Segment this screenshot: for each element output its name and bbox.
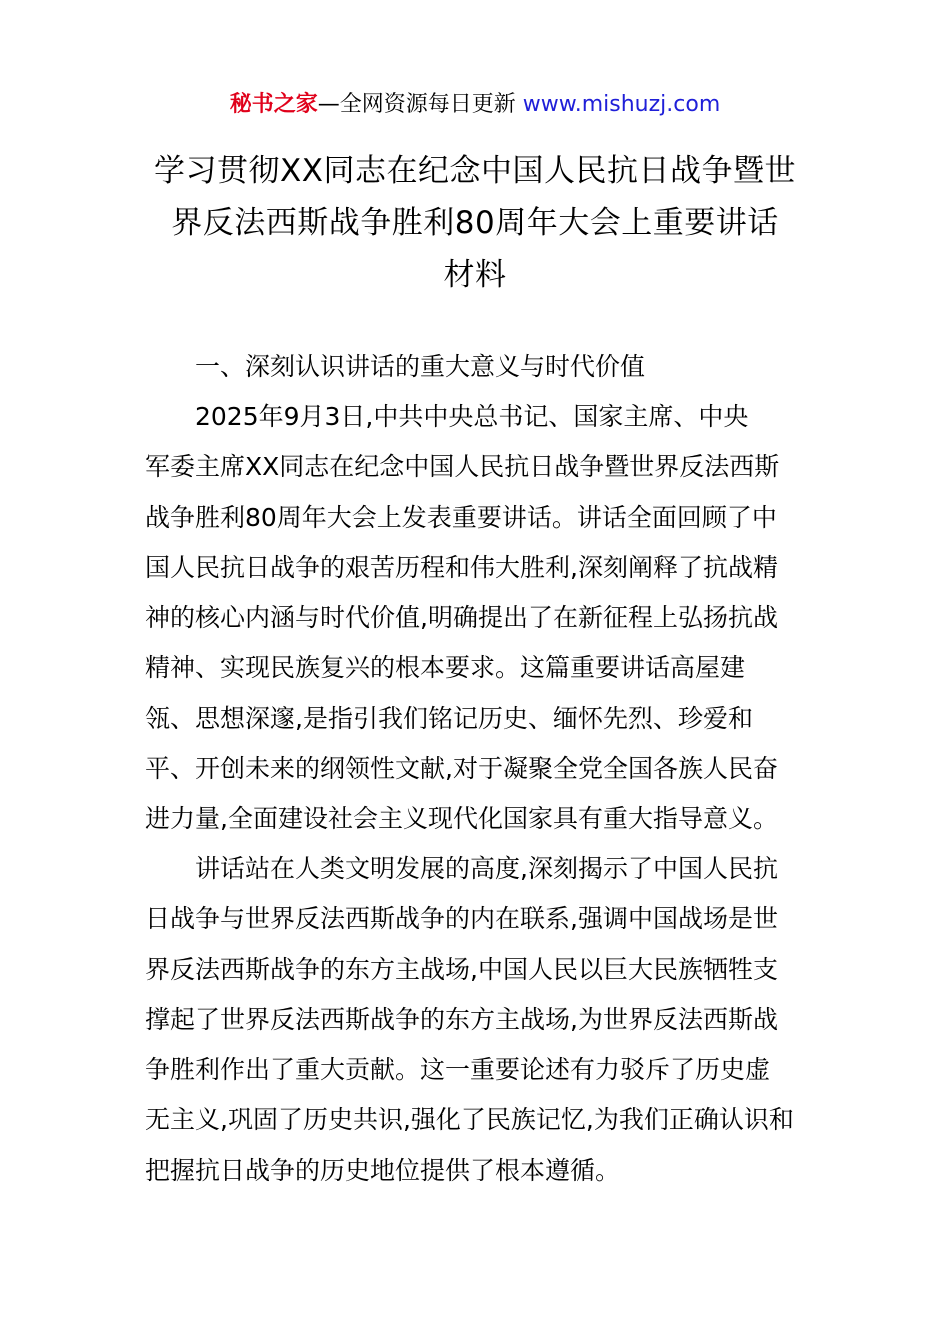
paragraph-line: 撑起了世界反法西斯战争的东方主战场,为世界反法西斯战 bbox=[145, 1004, 778, 1034]
paragraph-line: 战争胜利80周年大会上发表重要讲话。讲话全面回顾了中 bbox=[145, 502, 777, 532]
header-tagline: —全网资源每日更新 bbox=[317, 92, 523, 117]
paragraph-1 bbox=[145, 392, 810, 845]
paragraph-line: 争胜利作出了重大贡献。这一重要论述有力驳斥了历史虚 bbox=[145, 1055, 771, 1085]
paragraph-line: 界反法西斯战争的东方主战场,中国人民以巨大民族牺牲支 bbox=[145, 954, 778, 984]
paragraph-line: 2025年9月3日,中共中央总书记、国家主席、中央 bbox=[195, 402, 749, 431]
paragraph-line: 日战争与世界反法西斯战争的内在联系,强调中国战场是世 bbox=[145, 904, 778, 934]
section-heading-text: 一、深刻认识讲话的重大意义与时代价值 bbox=[195, 352, 646, 381]
section-heading bbox=[145, 342, 810, 392]
paragraph-line: 无主义,巩固了历史共识,强化了民族记忆,为我们正确认识和 bbox=[145, 1105, 794, 1135]
title-line: 材料 bbox=[443, 257, 507, 293]
paragraph-line: 瓴、思想深邃,是指引我们铭记历史、缅怀先烈、珍爱和 bbox=[145, 703, 753, 733]
site-header bbox=[0, 88, 950, 122]
paragraph-line: 国人民抗日战争的艰苦历程和伟大胜利,深刻阐释了抗战精 bbox=[145, 552, 778, 582]
paragraph-line: 神的核心内涵与时代价值,明确提出了在新征程上弘扬抗战 bbox=[145, 603, 778, 633]
site-url-link[interactable]: www.mishuzj.com bbox=[522, 92, 721, 117]
paragraph-line: 军委主席XX同志在纪念中国人民抗日战争暨世界反法西斯 bbox=[145, 452, 780, 482]
paragraph-line: 平、开创未来的纲领性文献,对于凝聚全党全国各族人民奋 bbox=[145, 754, 778, 784]
paragraph-line: 进力量,全面建设社会主义现代化国家具有重大指导意义。 bbox=[145, 804, 778, 834]
paragraph-2 bbox=[145, 844, 810, 1196]
title-line: 界反法西斯战争胜利80周年大会上重要讲话 bbox=[171, 205, 779, 241]
paragraph-line: 把握抗日战争的历史地位提供了根本遵循。 bbox=[145, 1155, 621, 1185]
title-line: 学习贯彻XX同志在纪念中国人民抗日战争暨世 bbox=[154, 153, 796, 189]
paragraph-line: 讲话站在人类文明发展的高度,深刻揭示了中国人民抗 bbox=[195, 854, 778, 883]
paragraph-line: 精神、实现民族复兴的根本要求。这篇重要讲话高屋建 bbox=[145, 653, 746, 683]
document-title bbox=[140, 145, 810, 301]
brand-name: 秘书之家 bbox=[229, 92, 318, 117]
